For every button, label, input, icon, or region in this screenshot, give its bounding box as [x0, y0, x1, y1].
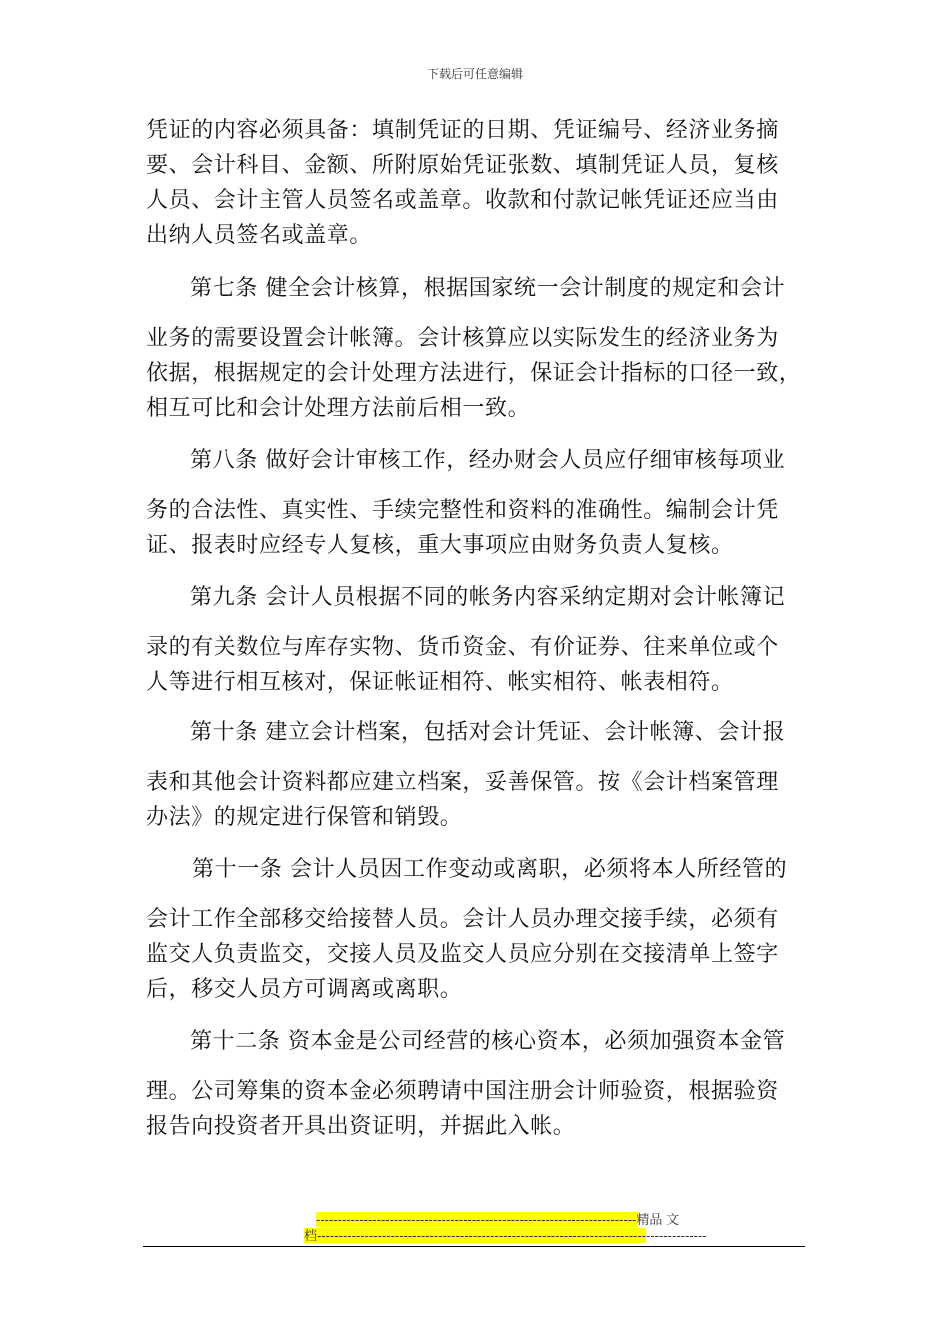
- article-9-line-1: 第九条 会计人员根据不同的帐务内容采纳定期对会计帐簿记: [190, 585, 786, 610]
- article-9-line-2: 录的有关数位与库存实物、货币资金、有价证券、往来单位或个: [146, 635, 779, 660]
- footer-watermark-line-1: --------------------------------------------------------------------------精品 文: [316, 1212, 679, 1227]
- article-12-line-2: 理。公司筹集的资本金必须聘请中国注册会计师验资，根据验资: [146, 1079, 779, 1104]
- article-11-line-1: 第十一条 会计人员因工作变动或离职，必须将本人所经管的: [192, 857, 788, 882]
- paragraph-1-line-3: 人员、会计主管人员签名或盖章。收款和付款记帐凭证还应当由: [146, 188, 779, 213]
- article-11-line-2: 会计工作全部移交给接替人员。会计人员办理交接手续，必须有: [146, 907, 779, 932]
- article-8-line-3: 证、报表时应经专人复核，重大事项应由财务负责人复核。: [146, 533, 734, 558]
- article-11-line-4: 后，移交人员方可调离或离职。: [146, 977, 463, 1002]
- footer-divider: [143, 1246, 805, 1247]
- article-9-line-3: 人等进行相互核对，保证帐证相符、帐实相符、帐表相符。: [146, 670, 734, 695]
- page-header-note: 下载后可任意编辑: [426, 67, 523, 81]
- article-10-line-2: 表和其他会计资料都应建立档案，妥善保管。按《会计档案管理: [146, 770, 779, 795]
- article-10-line-1: 第十条 建立会计档案，包括对会计凭证、会计帐簿、会计报: [190, 720, 786, 745]
- paragraph-1-line-2: 要、会计科目、金额、所附原始凭证张数、填制凭证人员，复核: [146, 153, 779, 178]
- article-7-line-1: 第七条 健全会计核算，根据国家统一会计制度的规定和会计: [190, 276, 786, 301]
- article-12-line-3: 报告向投资者开具出资证明，并据此入帐。: [146, 1114, 576, 1139]
- article-12-line-1: 第十二条 资本金是公司经营的核心资本，必须加强资本金管: [190, 1029, 786, 1054]
- paragraph-1-line-4: 出纳人员签名或盖章。: [146, 223, 373, 248]
- article-7-line-2: 业务的需要设置会计帐簿。会计核算应以实际发生的经济业务为: [146, 326, 779, 351]
- article-7-line-4: 相互可比和会计处理方法前后相一致。: [146, 396, 531, 421]
- article-7-line-3: 依据，根据规定的会计处理方法进行，保证会计指标的口径一致，: [146, 361, 802, 386]
- article-10-line-3: 办法》的规定进行保管和销毁。: [146, 805, 463, 830]
- footer-watermark-line-2: 档------------------------------------------------------------------------------------------: [304, 1228, 707, 1243]
- article-8-line-1: 第八条 做好会计审核工作，经办财会人员应仔细审核每项业: [190, 448, 786, 473]
- article-8-line-2: 务的合法性、真实性、手续完整性和资料的准确性。编制会计凭: [146, 498, 779, 523]
- paragraph-1-line-1: 凭证的内容必须具备：填制凭证的日期、凭证编号、经济业务摘: [146, 118, 779, 143]
- article-11-line-3: 监交人负责监交，交接人员及监交人员应分别在交接清单上签字: [146, 942, 779, 967]
